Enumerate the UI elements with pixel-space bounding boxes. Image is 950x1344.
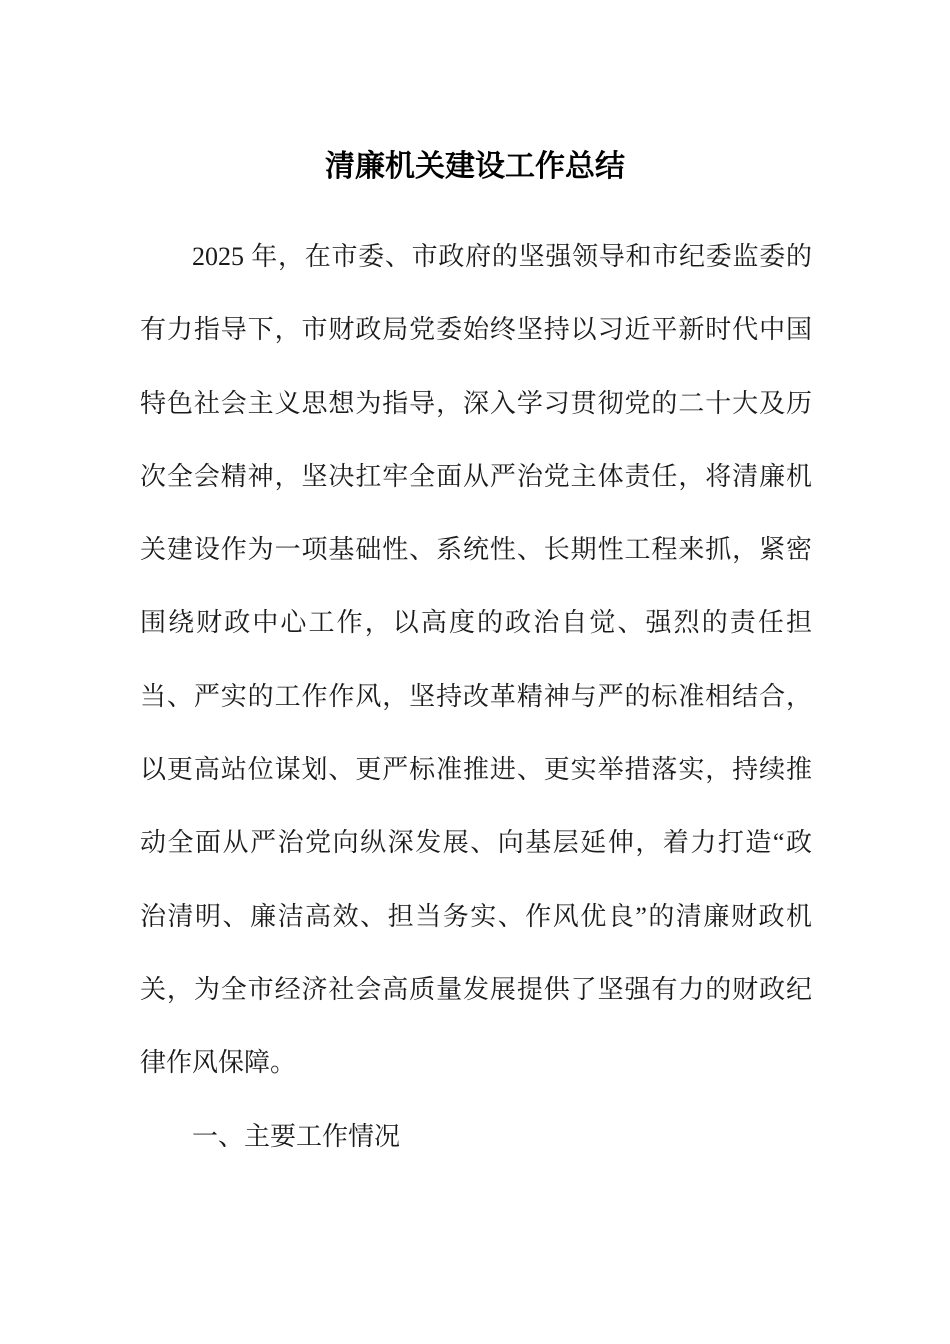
paragraph-line: 律作风保障。 bbox=[140, 1048, 297, 1078]
paragraph-line: 关建设作为一项基础性、系统性、长期性工程来抓，紧密 bbox=[140, 535, 812, 565]
paragraph-line: 当、严实的工作作风，坚持改革精神与严的标准相结合， bbox=[140, 681, 812, 711]
paragraph-line: 关，为全市经济社会高质量发展提供了坚强有力的财政纪 bbox=[140, 974, 812, 1004]
section-heading: 一、主要工作情况 bbox=[192, 1121, 401, 1151]
paragraph-line: 有力指导下，市财政局党委始终坚持以习近平新时代中国 bbox=[140, 315, 812, 345]
paragraph-line: 以更高站位谋划、更严标准推进、更实举措落实，持续推 bbox=[140, 755, 812, 785]
paragraph-line: 次全会精神，坚决扛牢全面从严治党主体责任，将清廉机 bbox=[140, 461, 812, 491]
paragraph-line: 动全面从严治党向纵深发展、向基层延伸，着力打造“政 bbox=[140, 828, 812, 858]
paragraph-line: 围绕财政中心工作，以高度的政治自觉、强烈的责任担 bbox=[140, 608, 812, 638]
document-title: 清廉机关建设工作总结 bbox=[325, 150, 625, 183]
paragraph-line: 特色社会主义思想为指导，深入学习贯彻党的二十大及历 bbox=[140, 388, 812, 418]
paragraph-line: 2025 年，在市委、市政府的坚强领导和市纪委监委的 bbox=[192, 242, 812, 271]
paragraph-line: 治清明、廉洁高效、担当务实、作风优良”的清廉财政机 bbox=[140, 901, 812, 931]
document-body bbox=[140, 220, 812, 1173]
